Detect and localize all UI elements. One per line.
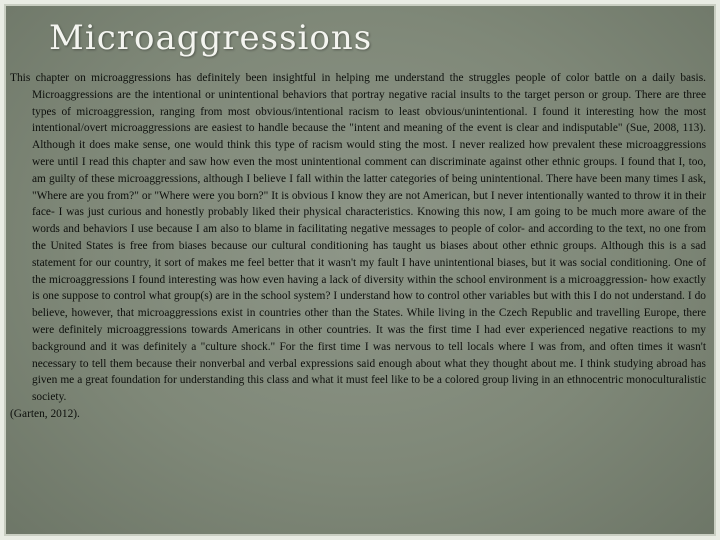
slide-title: Microaggressions [49, 18, 373, 58]
slide-body [10, 70, 706, 423]
body-paragraph: This chapter on microaggressions has definitely been insightful in helping me understand the struggles people of color battle on a daily basis. Microaggressions are the intentional or unintentional behaviors that portray negative racial insults to the target person or group. There are three types of microaggression, ranging from most obvious/intentional racism to least obvious/unintentional. I found it interesting how the most intentional/overt microaggressions are easiest to handle because the "intent and meaning of the event is clear and indisputable" (Sue, 2008, 113). Although it does make sense, one would think this type of racism would sting the most. I never realized how prevalent these microaggressions were until I read this chapter and saw how even the most unintentional comment can discriminate against other ethnic groups. I found that I, too, am guilty of these microaggressions, although I believe I fall within the latter categories of being unintentional. There have been many times I ask, "Where are you from?" or "Where were you born?" It is obvious I know they are not American, but I never intentionally wanted to throw it in their face- I was just curious and honestly probably liked their physical characteristics. Knowing this now, I am going to be much more aware of the words and behaviors I use because I am also to blame in facilitating negative messages to people of color- and according to the text, no one from the United States is free from biases because our cultural conditioning has taught us biases about other ethnic groups. Although this is a sad statement for our country, it sort of makes me feel better that it wasn't my fault I have unintentional biases, but it was social conditioning. One of the microaggressions I found interesting was how even having a lack of diversity within the school environment is a microaggression- how exactly is one suppose to control what group(s) are in the school system? I understand how to control other variables but with this I do not understand. I do believe, however, that microaggressions exist in countries other than the States. While living in the Czech Republic and travelling Europe, there were definitely microaggressions towards Americans in other countries. It was the first time I had ever experienced negative reactions to my background and it was definitely a "culture shock." For the first time I was nervous to tell locals where I was from, and often times it wasn't necessary to tell them because their nonverbal and verbal expressions said enough about what they thought about me. I think studying abroad has given me a great foundation for understanding this class and what it must feel like to be a colored group living in an ethnocentric monoculturalistic society. [10, 72, 706, 404]
citation: (Garten, 2012). [10, 407, 80, 420]
